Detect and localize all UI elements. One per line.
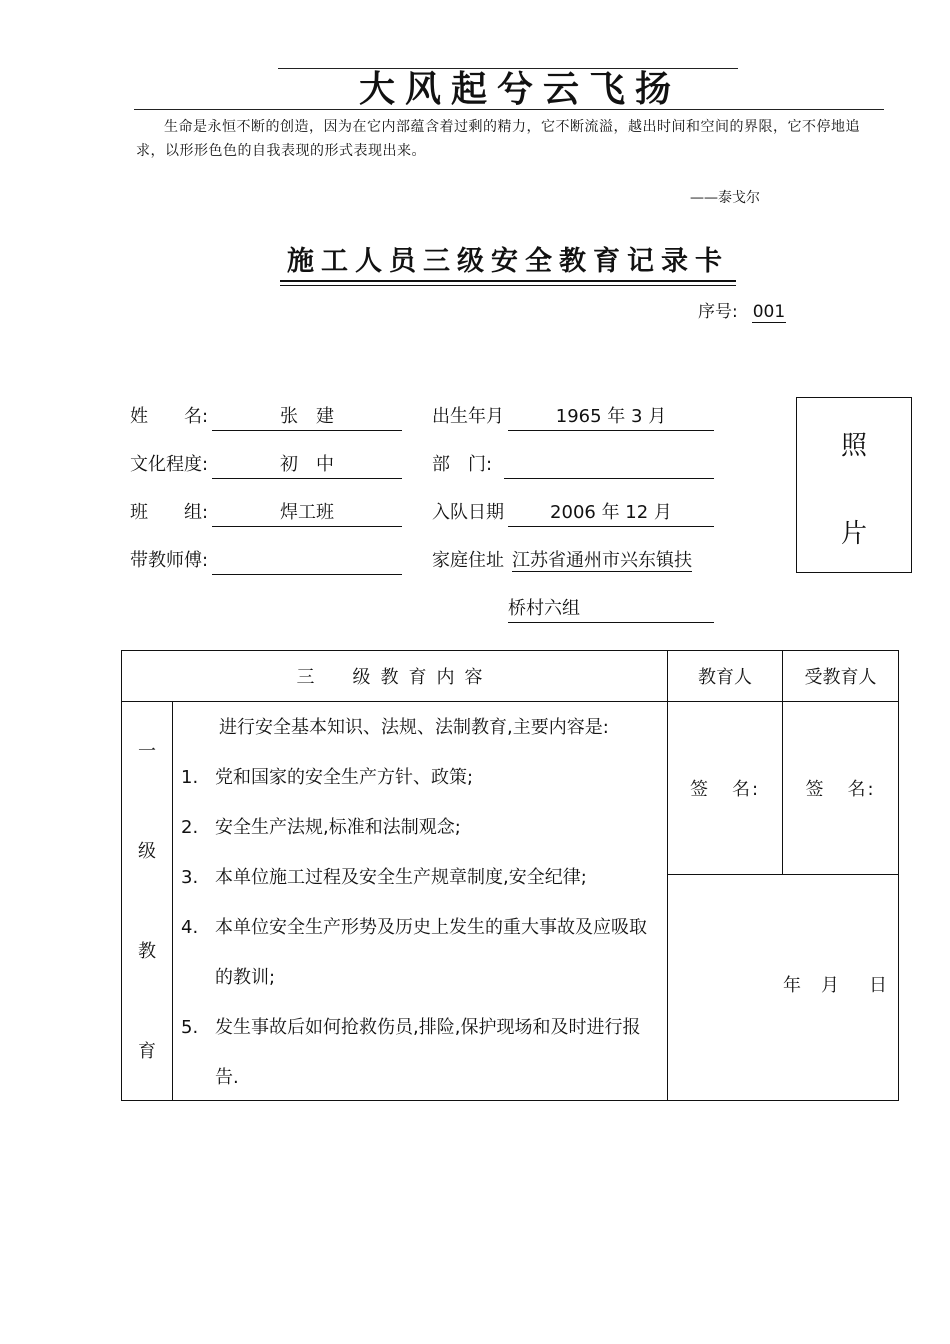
address-label: 家庭住址 (432, 550, 504, 571)
list-item (181, 815, 661, 841)
serial-number (698, 299, 786, 325)
banner-bottom-rule (134, 109, 884, 110)
birth-label: 出生年月 (432, 406, 504, 427)
item-number: 4. (181, 917, 199, 938)
department-field (504, 452, 714, 479)
serial-label: 序号: (698, 302, 738, 322)
item-text: 党和国家的安全生产方针、政策; (215, 767, 474, 788)
educator-sign-char: 签 (689, 779, 710, 800)
item-number: 5. (181, 1017, 199, 1038)
item-number: 3. (181, 867, 199, 888)
mentor-label: 带教师傅: (130, 550, 209, 571)
content-intro: 进行安全基本知识、法规、法制教育,主要内容是: (219, 717, 609, 738)
team-field: 焊工班 (212, 500, 402, 527)
photo-char-2: 片 (840, 519, 867, 549)
serial-value: 001 (752, 302, 786, 322)
item-number: 1. (181, 767, 199, 788)
header-content: 三 级教育内容 (122, 651, 668, 702)
educator-signature-cell[interactable] (668, 702, 783, 875)
level-char-2: 级 (138, 841, 156, 862)
date-year: 年 (783, 975, 801, 996)
item-text: 发生事故后如何抢救伤员,排险,保护现场和及时进行报告. (215, 1017, 641, 1088)
title-underline-thin (280, 285, 736, 286)
quote-author: ——泰戈尔 (690, 190, 760, 206)
photo-placeholder (796, 397, 912, 573)
level-char-4: 育 (138, 1041, 156, 1062)
list-item (181, 903, 661, 1003)
team-label: 班 组: (130, 502, 209, 523)
table-header-row (122, 651, 899, 702)
photo-char-1: 照 (840, 431, 867, 461)
banner-title: 大风起兮云飞扬 (358, 68, 681, 110)
name-field: 张 建 (212, 404, 402, 431)
education-table (121, 650, 899, 1101)
educator-sign-label: 名: (731, 779, 761, 800)
date-day: 日 (869, 975, 887, 996)
item-number: 2. (181, 817, 199, 838)
item-text: 本单位施工过程及安全生产规章制度,安全纪律; (215, 867, 587, 888)
department-label: 部 门: (432, 454, 493, 475)
list-item (181, 765, 661, 791)
educatee-signature-cell[interactable] (783, 702, 899, 875)
item-text: 本单位安全生产形势及历史上发生的重大事故及应吸取的教训; (215, 917, 647, 988)
mentor-field (212, 548, 402, 575)
date-month: 月 (821, 975, 839, 996)
date-cell[interactable] (668, 875, 899, 1101)
address-line-1-text: 江苏省通州市兴东镇扶 (512, 550, 692, 571)
list-item (181, 1003, 661, 1103)
header-educator: 教育人 (668, 651, 783, 702)
banner-quote: 生命是永恒不断的创造，因为在它内部蕴含着过剩的精力，它不断流溢，越出时间和空间的界限，它不停地追求，以形形色色的自我表现的形式表现出来。 (136, 119, 860, 159)
content-cell (173, 702, 668, 1101)
educatee-sign-char: 签 (805, 779, 826, 800)
join-date-label: 入队日期 (432, 502, 504, 523)
name-label: 姓 名: (130, 406, 209, 427)
level-char-1: 一 (138, 741, 156, 762)
address-line-2 (508, 596, 714, 623)
address-line-1 (512, 548, 692, 574)
educatee-sign-label: 名: (847, 779, 876, 800)
level-char-3: 教 (138, 941, 156, 962)
item-text: 安全生产法规,标准和法制观念; (215, 817, 461, 838)
table-row-top (122, 702, 899, 875)
birth-field: 1965 年 3 月 (508, 404, 714, 431)
address-line-2-text: 桥村六组 (508, 598, 580, 619)
join-date-field: 2006 年 12 月 (508, 500, 714, 527)
education-label: 文化程度: (130, 454, 209, 475)
list-item (181, 865, 661, 891)
education-field: 初 中 (212, 452, 402, 479)
level-label-cell (122, 702, 173, 1101)
header-educatee: 受教育人 (783, 651, 899, 702)
date-line (783, 973, 887, 999)
title-underline (280, 280, 736, 282)
card-title: 施工人员三级安全教育记录卡 (287, 246, 729, 277)
